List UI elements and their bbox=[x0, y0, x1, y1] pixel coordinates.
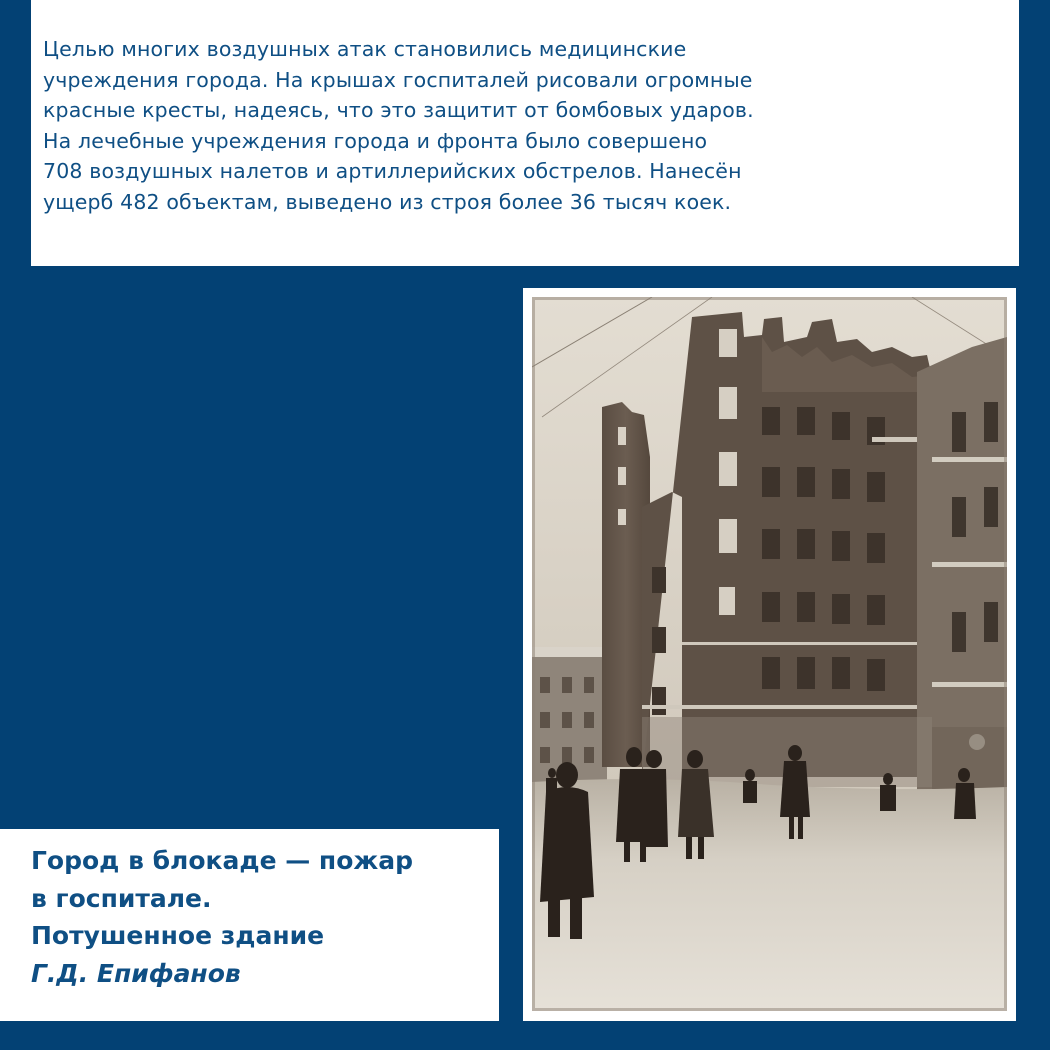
article-text-card bbox=[31, 0, 1019, 266]
article-line: Целью многих воздушных атак становились медицинские bbox=[43, 37, 687, 61]
ruined-building-photo bbox=[532, 297, 1007, 1011]
caption-subtitle-line: Потушенное здание bbox=[31, 921, 325, 950]
caption-card bbox=[0, 829, 499, 1021]
article-line: красные кресты, надеясь, что это защитит от бомбовых ударов. bbox=[43, 98, 754, 123]
article-line: 708 воздушных налетов и артиллерийских обстрелов. Нанесён bbox=[43, 159, 742, 184]
article-line: ущерб 482 объектам, выведено из строя более 36 тысяч коек. bbox=[43, 189, 732, 214]
caption-author: Г.Д. Епифанов bbox=[31, 958, 241, 988]
caption-title-line: в госпитале. bbox=[31, 883, 212, 913]
article-line: учреждения города. На крышах госпиталей рисовали огромные bbox=[43, 67, 753, 92]
article-line: На лечебные учреждения города и фронта было совершено bbox=[43, 128, 708, 153]
historical-photo-frame bbox=[523, 288, 1016, 1021]
caption-title-line: Город в блокаде — пожар bbox=[31, 846, 414, 875]
